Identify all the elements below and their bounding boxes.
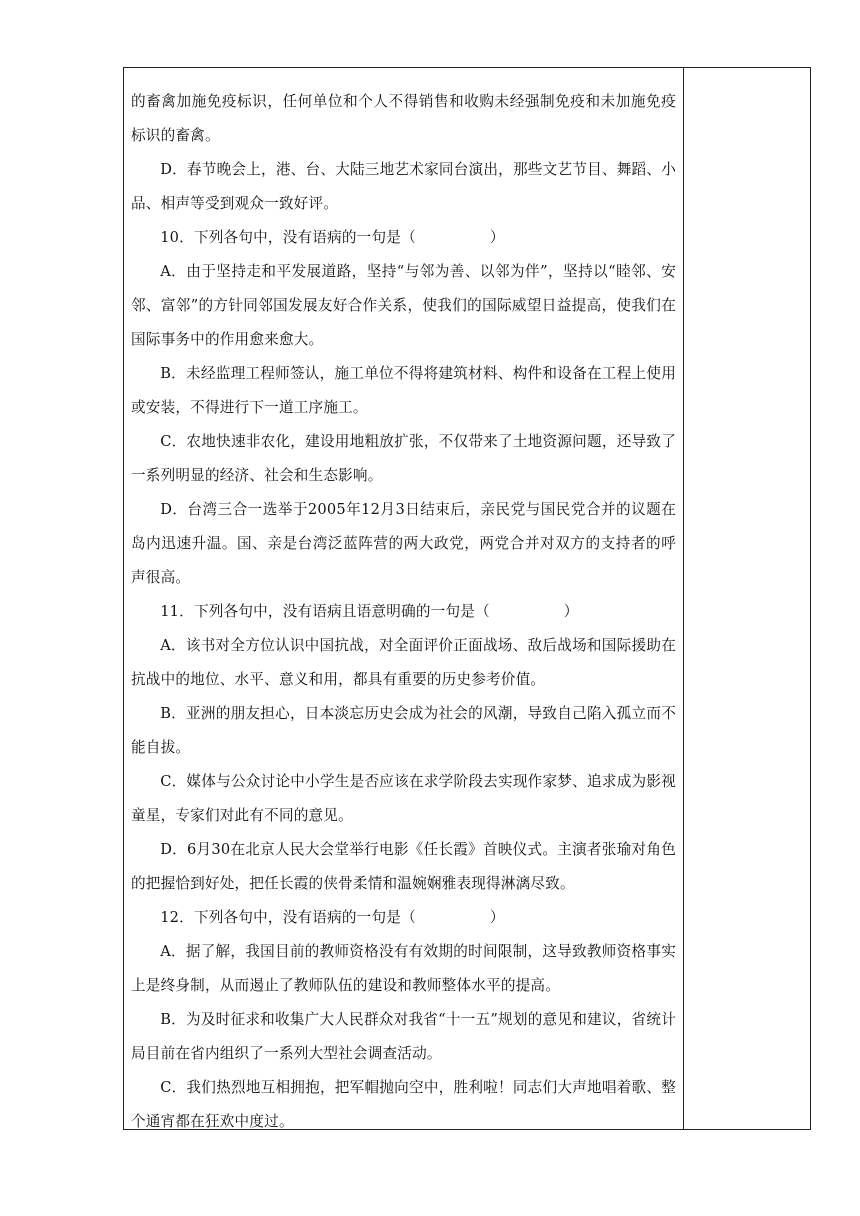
paragraph: B．亚洲的朋友担心，日本淡忘历史会成为社会的风潮，导致自己陷入孤立而不能自拔。 xyxy=(131,705,676,756)
document-table xyxy=(123,67,811,1130)
paragraph: D．台湾三合一选举于2005年12月3日结束后，亲民党与国民党合并的议题在岛内迅速升温。国、亲是台湾泛蓝阵营的两大政党，两党合并对双方的支持者的呼声很高。 xyxy=(131,501,676,586)
paragraph: B．为及时征求和收集广大人民群众对我省“十一五”规划的意见和建议，省统计局目前在省内组织了一系列大型社会调查活动。 xyxy=(131,1011,676,1062)
paragraph: D．春节晚会上，港、台、大陆三地艺术家同台演出，那些文艺节目、舞蹈、小品、相声等受到观众一致好评。 xyxy=(131,161,676,212)
question-content xyxy=(131,85,676,1139)
paragraph: A．据了解，我国目前的教师资格没有有效期的时间限制，这导致教师资格事实上是终身制，从而遏止了教师队伍的建设和教师整体水平的提高。 xyxy=(131,943,676,994)
paragraph: C．农地快速非农化，建设用地粗放扩张，不仅带来了土地资源问题，还导致了一系列明显的经济、社会和生态影响。 xyxy=(131,433,676,484)
paragraph: C．媒体与公众讨论中小学生是否应该在求学阶段去实现作家梦、追求成为影视童星，专家们对此有不同的意见。 xyxy=(131,773,676,824)
paragraph: D．6月30在北京人民大会堂举行电影《任长霞》首映仪式。主演者张瑜对角色的把握恰到好处，把任长霞的侠骨柔情和温婉娴雅表现得淋漓尽致。 xyxy=(131,841,676,892)
paragraph: 12．下列各句中，没有语病的一句是（ ） xyxy=(160,909,505,926)
paragraph: 11．下列各句中，没有语病且语意明确的一句是（ ） xyxy=(160,603,579,620)
paragraph: 10．下列各句中，没有语病的一句是（ ） xyxy=(160,229,505,246)
paragraph: 的畜禽加施免疫标识，任何单位和个人不得销售和收购未经强制免疫和未加施免疫标识的畜禽。 xyxy=(131,93,676,144)
column-divider xyxy=(683,68,684,1129)
paragraph: A．该书对全方位认识中国抗战，对全面评价正面战场、敌后战场和国际援助在抗战中的地位、水平、意义和用，都具有重要的历史参考价值。 xyxy=(131,637,676,688)
paragraph: A．由于坚持走和平发展道路，坚持“与邻为善、以邻为伴”，坚持以“睦邻、安邻、富邻”的方针同邻国发展友好合作关系，使我们的国际威望日益提高，使我们在国际事务中的作用愈来愈大。 xyxy=(131,263,676,348)
paragraph: B．未经监理工程师签认，施工单位不得将建筑材料、构件和设备在工程上使用或安装，不得进行下一道工序施工。 xyxy=(131,365,676,416)
paragraph: C．我们热烈地互相拥抱，把军帽抛向空中，胜利啦！同志们大声地唱着歌、整个通宵都在狂欢中度过。 xyxy=(131,1079,676,1130)
